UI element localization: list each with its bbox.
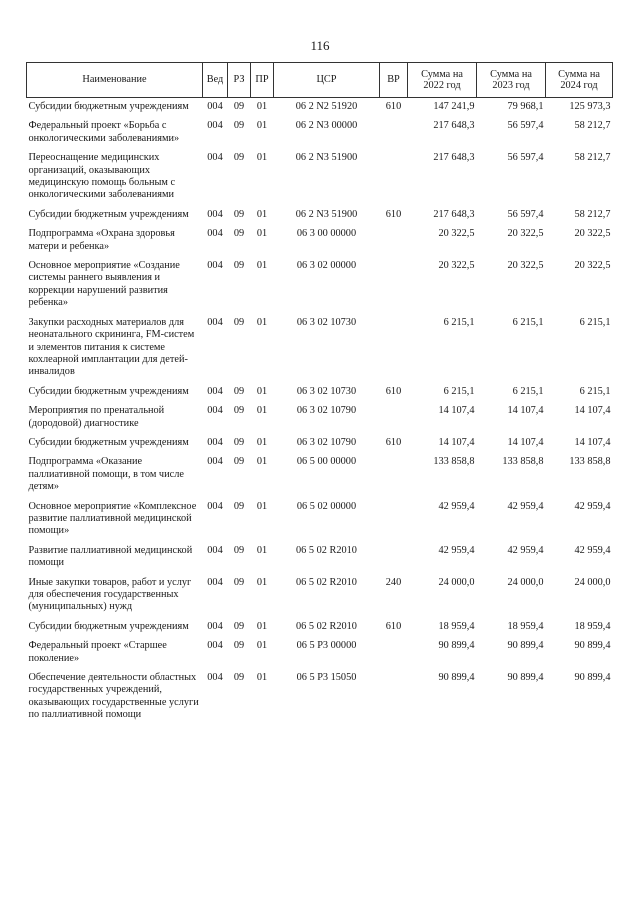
cell-ved: 004 <box>207 208 223 220</box>
cell-ved: 004 <box>207 456 223 468</box>
cell-sum-2023: 90 899,4 <box>507 640 544 652</box>
table-row <box>27 501 613 545</box>
cell-name: Субсидии бюджетным учреждениям <box>28 620 189 632</box>
cell-ved: 004 <box>207 152 223 164</box>
table-row <box>27 640 613 672</box>
cell-sum-2023: 18 959,4 <box>507 620 544 632</box>
cell-pr: 01 <box>256 101 268 112</box>
cell-csr: 06 3 02 10790 <box>296 405 357 417</box>
cell-sum-2023: 56 597,4 <box>507 120 544 132</box>
cell-sum-2024: 6 215,1 <box>579 316 611 328</box>
cell-vr <box>380 260 408 317</box>
cell-sum-2022: 217 648,3 <box>433 120 475 132</box>
header-csr: ЦСР <box>274 63 380 98</box>
cell-name: Субсидии бюджетным учреждениям <box>28 101 189 112</box>
cell-sum-2024: 20 322,5 <box>574 228 611 240</box>
cell-sum-2024: 58 212,7 <box>574 152 611 164</box>
cell-ved: 004 <box>207 120 223 132</box>
cell-sum-2024: 18 959,4 <box>574 620 611 632</box>
cell-rz: 09 <box>233 405 245 417</box>
cell-rz: 09 <box>233 672 245 684</box>
cell-sum-2024: 14 107,4 <box>574 405 611 417</box>
cell-sum-2023: 6 215,1 <box>512 385 544 397</box>
cell-ved: 004 <box>207 672 223 684</box>
cell-name: Закупки расходных материалов для неонатального скрининга, FM-систем и элементов питания к системе кохлеарной имплантации для детей-инвалидов <box>28 316 195 378</box>
cell-csr: 06 3 02 00000 <box>296 260 357 272</box>
cell-sum-2022: 42 959,4 <box>438 544 475 556</box>
cell-sum-2023: 20 322,5 <box>507 260 544 272</box>
cell-ved: 004 <box>207 385 223 397</box>
cell-ved: 004 <box>207 260 223 272</box>
cell-sum-2022: 14 107,4 <box>438 436 475 448</box>
cell-vr <box>380 120 408 152</box>
cell-rz: 09 <box>233 456 245 468</box>
cell-vr <box>380 640 408 672</box>
cell-pr: 01 <box>256 260 268 272</box>
cell-sum-2023: 42 959,4 <box>507 500 544 512</box>
cell-pr: 01 <box>256 620 268 632</box>
cell-sum-2023: 56 597,4 <box>507 152 544 164</box>
cell-name: Субсидии бюджетным учреждениям <box>28 436 189 448</box>
cell-name: Подпрограмма «Охрана здоровья матери и ребенка» <box>28 228 175 252</box>
cell-sum-2022: 6 215,1 <box>443 316 475 328</box>
cell-rz: 09 <box>233 436 245 448</box>
cell-sum-2023: 133 858,8 <box>502 456 544 468</box>
cell-ved: 004 <box>207 228 223 240</box>
cell-rz: 09 <box>233 228 245 240</box>
cell-pr: 01 <box>256 120 268 132</box>
cell-csr: 06 5 02 R2010 <box>296 544 357 556</box>
cell-ved: 004 <box>207 316 223 328</box>
cell-vr: 240 <box>385 576 402 588</box>
cell-rz: 09 <box>233 260 245 272</box>
cell-rz: 09 <box>233 576 245 588</box>
table-row <box>27 456 613 500</box>
cell-csr: 06 2 N3 00000 <box>295 120 358 132</box>
cell-sum-2022: 133 858,8 <box>433 456 475 468</box>
cell-sum-2024: 6 215,1 <box>579 385 611 397</box>
cell-ved: 004 <box>207 620 223 632</box>
cell-ved: 004 <box>207 544 223 556</box>
header-pr: ПР <box>251 63 274 98</box>
cell-sum-2024: 42 959,4 <box>574 500 611 512</box>
table-row <box>27 386 613 405</box>
cell-vr: 610 <box>385 101 402 112</box>
cell-ved: 004 <box>207 500 223 512</box>
cell-pr: 01 <box>256 316 268 328</box>
table-row <box>27 437 613 456</box>
cell-rz: 09 <box>233 500 245 512</box>
cell-pr: 01 <box>256 436 268 448</box>
cell-sum-2024: 42 959,4 <box>574 544 611 556</box>
cell-vr <box>380 317 408 386</box>
cell-name: Иные закупки товаров, работ и услуг для обеспечения государственных (муниципальных) нужд <box>28 576 192 613</box>
cell-rz: 09 <box>233 620 245 632</box>
cell-rz: 09 <box>233 152 245 164</box>
header-ved: Вед <box>203 63 228 98</box>
table-row <box>27 209 613 228</box>
cell-vr: 610 <box>385 385 402 397</box>
cell-sum-2022: 14 107,4 <box>438 405 475 417</box>
table-row <box>27 577 613 621</box>
cell-csr: 06 3 02 10730 <box>296 385 357 397</box>
cell-vr <box>380 501 408 545</box>
cell-pr: 01 <box>256 228 268 240</box>
table-row <box>27 621 613 640</box>
cell-name: Переоснащение медицинских организаций, оказывающих медицинскую помощь больным с онкологическими заболеваниями <box>28 152 176 201</box>
cell-name: Субсидии бюджетным учреждениям <box>28 385 189 397</box>
cell-ved: 004 <box>207 436 223 448</box>
cell-sum-2024: 133 858,8 <box>569 456 611 468</box>
cell-pr: 01 <box>256 385 268 397</box>
cell-pr: 01 <box>256 672 268 684</box>
page-number: 116 <box>310 38 330 53</box>
header-sum-2022: Сумма на 2022 год <box>408 63 477 98</box>
cell-csr: 06 5 00 00000 <box>296 456 357 468</box>
cell-rz: 09 <box>233 385 245 397</box>
cell-rz: 09 <box>233 544 245 556</box>
table-row <box>27 672 613 722</box>
cell-csr: 06 2 N3 51900 <box>295 208 358 220</box>
cell-sum-2024: 58 212,7 <box>574 120 611 132</box>
cell-pr: 01 <box>256 576 268 588</box>
cell-sum-2023: 56 597,4 <box>507 208 544 220</box>
table-row <box>27 260 613 317</box>
cell-sum-2023: 42 959,4 <box>507 544 544 556</box>
cell-csr: 06 5 P3 15050 <box>296 672 357 684</box>
table-row <box>27 545 613 577</box>
header-sum-2023: Сумма на 2023 год <box>477 63 546 98</box>
cell-csr: 06 3 00 00000 <box>296 228 357 240</box>
budget-table <box>26 62 613 722</box>
header-sum-2024: Сумма на 2024 год <box>546 63 613 98</box>
cell-sum-2022: 217 648,3 <box>433 208 475 220</box>
cell-pr: 01 <box>256 152 268 164</box>
cell-sum-2024: 58 212,7 <box>574 208 611 220</box>
cell-name: Основное мероприятие «Создание системы раннего выявления и коррекции нарушений развития ребенка» <box>28 260 180 309</box>
cell-name: Субсидии бюджетным учреждениям <box>28 208 189 220</box>
cell-sum-2022: 18 959,4 <box>438 620 475 632</box>
cell-vr: 610 <box>385 436 402 448</box>
cell-vr <box>380 152 408 209</box>
cell-ved: 004 <box>207 405 223 417</box>
cell-rz: 09 <box>233 316 245 328</box>
cell-sum-2023: 20 322,5 <box>507 228 544 240</box>
table-row <box>27 405 613 437</box>
cell-vr <box>380 672 408 722</box>
table-row <box>27 228 613 260</box>
cell-sum-2022: 24 000,0 <box>438 576 475 588</box>
cell-vr <box>380 456 408 500</box>
table-header <box>27 63 613 98</box>
header-vr: ВР <box>380 63 408 98</box>
cell-name: Подпрограмма «Оказание паллиативной помощи, в том числе детям» <box>28 456 184 493</box>
header-name: Наименование <box>27 63 203 98</box>
cell-csr: 06 5 P3 00000 <box>296 640 357 652</box>
cell-pr: 01 <box>256 500 268 512</box>
cell-csr: 06 3 02 10790 <box>296 436 357 448</box>
cell-sum-2023: 24 000,0 <box>507 576 544 588</box>
cell-sum-2022: 90 899,4 <box>438 640 475 652</box>
cell-sum-2024: 125 973,3 <box>569 101 611 112</box>
cell-vr <box>380 545 408 577</box>
cell-sum-2022: 20 322,5 <box>438 228 475 240</box>
cell-ved: 004 <box>207 576 223 588</box>
cell-pr: 01 <box>256 640 268 652</box>
header-rz: РЗ <box>228 63 251 98</box>
cell-vr: 610 <box>385 620 402 632</box>
cell-sum-2023: 14 107,4 <box>507 436 544 448</box>
cell-sum-2024: 20 322,5 <box>574 260 611 272</box>
cell-sum-2024: 90 899,4 <box>574 672 611 684</box>
cell-sum-2022: 6 215,1 <box>443 385 475 397</box>
cell-name: Мероприятия по пренатальной (дородовой) диагностике <box>28 405 165 429</box>
cell-csr: 06 2 N3 51900 <box>295 152 358 164</box>
cell-sum-2024: 24 000,0 <box>574 576 611 588</box>
cell-rz: 09 <box>233 101 245 112</box>
cell-rz: 09 <box>233 120 245 132</box>
cell-csr: 06 5 02 R2010 <box>296 576 357 588</box>
cell-name: Федеральный проект «Старшее поколение» <box>28 640 167 664</box>
cell-sum-2022: 147 241,9 <box>433 101 475 112</box>
table-body <box>27 98 613 722</box>
cell-pr: 01 <box>256 405 268 417</box>
cell-pr: 01 <box>256 456 268 468</box>
cell-csr: 06 3 02 10730 <box>296 316 357 328</box>
table-row <box>27 98 613 121</box>
cell-csr: 06 5 02 R2010 <box>296 620 357 632</box>
cell-vr: 610 <box>385 208 402 220</box>
cell-rz: 09 <box>233 640 245 652</box>
cell-ved: 004 <box>207 640 223 652</box>
cell-sum-2024: 90 899,4 <box>574 640 611 652</box>
cell-name: Развитие паллиативной медицинской помощи <box>28 544 193 569</box>
cell-csr: 06 5 02 00000 <box>296 500 357 512</box>
cell-sum-2023: 79 968,1 <box>507 101 544 112</box>
cell-sum-2023: 90 899,4 <box>507 672 544 684</box>
cell-pr: 01 <box>256 208 268 220</box>
cell-name: Основное мероприятие «Комплексное развитие паллиативной медицинской помощи» <box>28 500 197 537</box>
cell-sum-2022: 42 959,4 <box>438 500 475 512</box>
cell-rz: 09 <box>233 208 245 220</box>
cell-pr: 01 <box>256 544 268 556</box>
cell-sum-2022: 90 899,4 <box>438 672 475 684</box>
cell-ved: 004 <box>207 101 223 112</box>
table-row <box>27 317 613 386</box>
cell-vr <box>380 405 408 437</box>
cell-vr <box>380 228 408 260</box>
cell-csr: 06 2 N2 51920 <box>295 101 358 112</box>
cell-sum-2024: 14 107,4 <box>574 436 611 448</box>
cell-sum-2022: 20 322,5 <box>438 260 475 272</box>
cell-sum-2022: 217 648,3 <box>433 152 475 164</box>
cell-sum-2023: 6 215,1 <box>512 316 544 328</box>
table-row <box>27 120 613 152</box>
cell-name: Федеральный проект «Борьба с онкологическими заболеваниями» <box>28 120 180 144</box>
table-row <box>27 152 613 209</box>
cell-sum-2023: 14 107,4 <box>507 405 544 417</box>
cell-name: Обеспечение деятельности областных государственных учреждений, оказывающих государственные услуги по паллиативной помощи <box>28 672 199 721</box>
